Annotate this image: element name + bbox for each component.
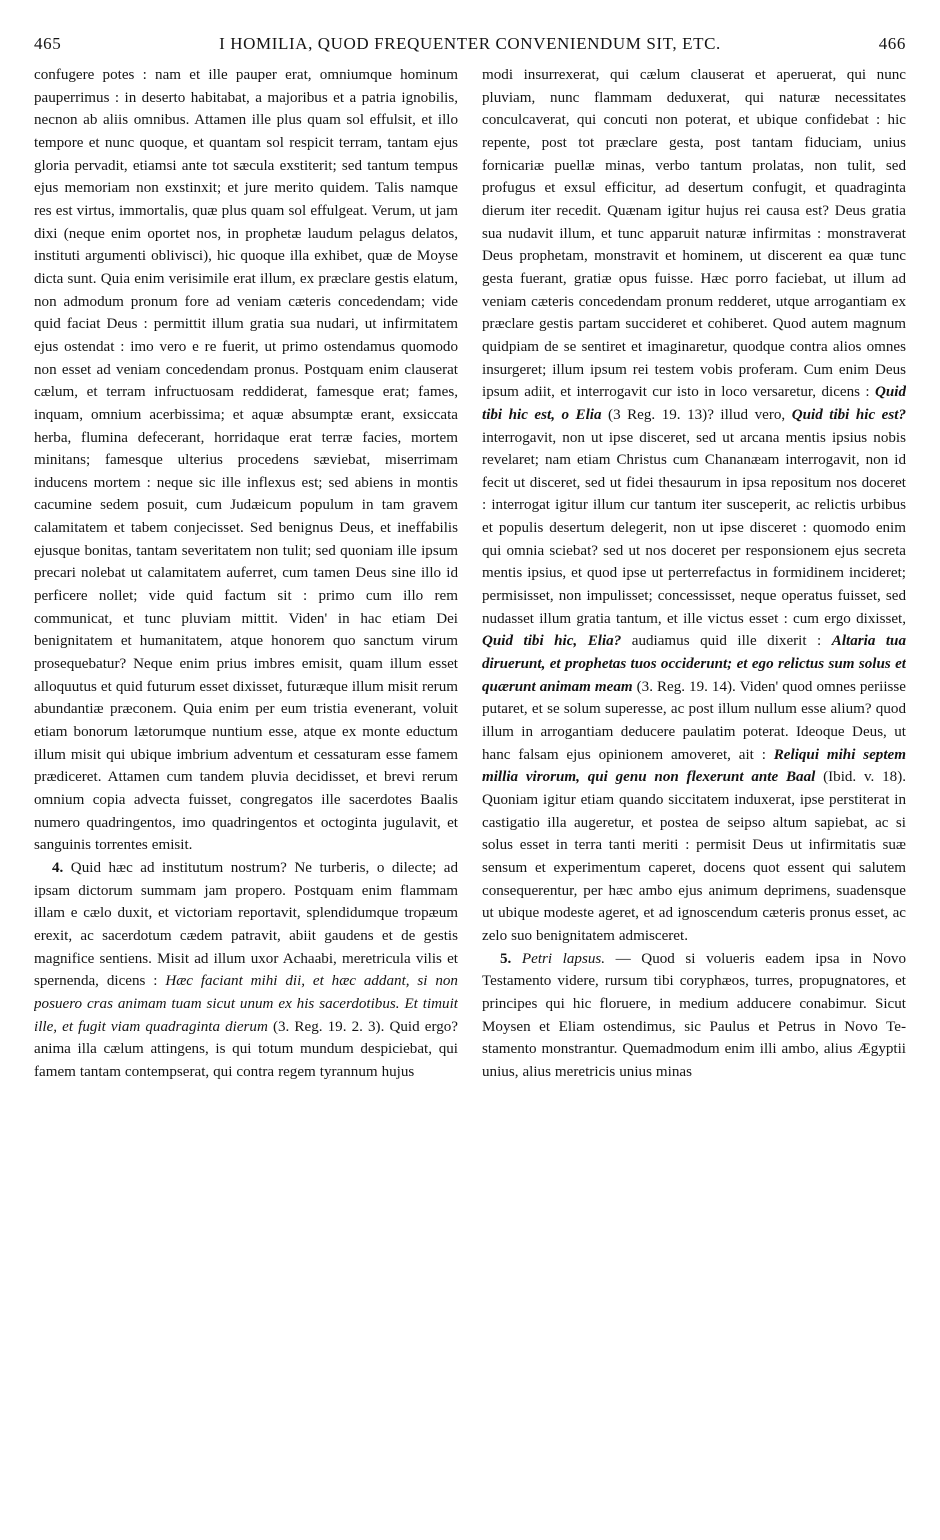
right-column <box>482 64 906 1524</box>
paragraph-text: — Quod si volueris eadem ipsa in Novo Testamento videre, rursum tibi coryphæos, turres, propugnatores, et principes qui hic floruere, in medium adducere conabimur. Sicut Moysen et Eliam ostendimus, sic Paulus et Petrus in Novo Testamento monstrantur. Quemadmodum enim illi ambo, alius Ægyptii unius, alius meretricis unius minas <box>482 950 906 1080</box>
scripture-quote: Quid tibi hic est? <box>791 406 906 423</box>
page-number-right: 466 <box>878 34 906 53</box>
paragraph-continued <box>34 64 458 857</box>
paragraph-4 <box>34 857 458 1084</box>
paragraph-5 <box>482 948 906 1084</box>
section-number: 4. <box>52 859 64 876</box>
paragraph-text: Quid ergo? anima illa cælum attingens, is qui totum mundum despiciebat, qui famem tantam contempserat, qui contra regem tyrannum hujus <box>34 1018 458 1080</box>
scripture-quote: Reliqui mihi septem millia virorum, qui genu non flexerunt ante Baal <box>482 746 906 786</box>
section-title: Petri lapsus. <box>521 950 606 967</box>
paragraph-text: Quoniam igitur etiam quando siccitatem induxerat, ipse perstiterat in castigatio illa augeretur, et postea de seipso altum sapiebat, ac si solus esset in terra tanti meriti : permisit Deus ut infirmitatis suæ sensum et experimentum caperet, docens quot essent qui salutem consequerentur, per hæc ambo ejus animum deprimens, suadensque ut ubique modeste ageret, et ad ignoscendum cæteris pronus esset, ac zelo suo benignitatem admisceret. <box>482 792 906 944</box>
section-number: 5. <box>500 950 512 967</box>
paragraph-text: modi insurrexerat, qui cælum clauserat et aperuerat, qui nunc pluviam, nunc flammam deduxerat, qui naturæ necessitates conculcaverat, qui concuti non poterat, et ubique confidebat : hic repente, post tot præclare gesta, post tantam fiduciam, unius fornicariæ puellæ minas, verbo tantum prolatas, non tulit, sed profugus et exsul efficitur, ad desertum confugit, et quadraginta dierum iter recedit. Quænam igitur hujus rei causa est? Deus gratia sua nudavit illum, et tunc apparuit naturæ infirmitas : monstraverat Deus prophetam, monstravit et hominem, ut discerent ea quæ tunc gesta fuerant, gratiæ opus fuisse. Hæc porro faciebat, ut illum ad veniam cæteris concedendam pronum redderet, utque arrogantiam ex præclare gestis partam succideret et cohiberet. Quod autem magnum quidpiam de se sentiret et imaginaretur, quodque contra alios omnes insurgeret; illum ipsum rei testem vobis proferam. Cum enim Deus ipsum adiit, et interrogavit cur isto in loco versaretur, dicens : <box>482 67 906 401</box>
scripture-quote: Altaria tua diruerunt, et prophetas tuos occiderunt; et ego relictus sum solus et quærunt animam meam <box>482 633 906 695</box>
paragraph-text: confugere potes : nam et ille pauper erat, omniumque hominum pauperrimus : in deserto habitabat, a majoribus et a patria ignobilis, necnon ab aliis omnibus. Attamen ille plus quam sol effulsit, et illo tempore et nunc quoque, et quantam sol respicit terram, tantam ejus gloria pervadit, etiamsi ante tot sæcula exstiterit; sed tantum tempus ejus memoriam non exstinxit; et jure merito quidem. Talis namque res est virtus, immortalis, quæ plus quam sol effulgeat. Verum, ut jam dixi (neque enim oportet nos, in prophetæ laudum pelagus delatos, instituti argumenti oblivisci), hic quoque illa exhibet, quæ de Moyse dicta sunt. Quia enim verisimile erat illum, ex præclare gestis elatum, non admodum pronum fore ad veniam cæteris concedendam; vide quid faciat Deus : permittit illum gratia sua nudari, ut infirmitatem ejus ostendat : imo vero e re fuerit, ut primo ostendamus quomodo non esset ad veniam concedendam pronus. Postquam enim clauserat cælum, et terram infructuosam reddiderat, famesque erat; fames, inquam, omnium acerbissima; et aquæ absumptæ erant, exsiccata herba, flumina defecerant, horridaque erat terræ facies, mortem minitans; famesque ulterius procedens sæviebat, miserrimam inducens mortem : neque sic ille inflexus est; sed abiens in montis cacumine sedem posuit, cum Judæicum populum in tam gravem calamitatem et tabem conjecisset. Sed benignus Deus, et ineffabilis ejusque bonitas, tantam severitatem non tulit; sed quoniam ille ipsum precari nolebat ut calamitatem auferret, cum tamen Deus sine illo id perficere nollet; vide quid factum sit : primo cum illo rem communicat, et tunc pluviam mittit. Viden' in hac etiam Dei benignitatem et humanitatem, atque honorem quo sanctum virum prosequebatur? Neque enim prius imbres emisit, quam illum esset alloquutus et quid futurum esset dixisset, futuræque illum misit rerum abundantiæ præconem. Quia enim per eum tristia evenerant, voluit etiam bonorum lætorumque nuntium esse, atque ex monte eductum illum misit qui ubique imbrium adventum et cessaturam esse famem prædiceret. Attamen cum tandem pluvia decidisset, et brevi rerum omnium copia advecta fuisset, congregatos ille sacerdotes Baalis numero quadringentos, imo quadringentos et octoginta jugulavit, et sanguinis torrentes emisit. <box>34 67 458 854</box>
page-number-left: 465 <box>34 34 62 53</box>
paragraph-continued <box>482 64 906 948</box>
scripture-reference: (3 Reg. 19. 13)? illud vero, <box>601 406 792 423</box>
paragraph-text: Viden' quod omnes periisse putaret, et se solum superesse, ac post illum nullum esse alium? quod illum in arrogantiam deducere paulatim poterat. Ideoque Deus, ut hanc falsam ejus opinionem amoveret, ait : <box>482 678 906 763</box>
scripture-quote: Hæc faciant mihi dii, et hæc addant, si non posuero cras animam tuam sicut unum ex his sacerdotibus. Et timuit ille, et fugit viam quadraginta dierum <box>34 973 458 1035</box>
left-column <box>34 64 458 1524</box>
paragraph-text: interrogavit, non ut ipse disceret, sed ut arcana mentis ipsius nobis revelaret; nam etiam Christus cum Chananæam interrogavit, non id fecit ut disceret, sed ut fidei thesaurum in ipsa repositum nos doceret : interrogat igitur illum cur tantum iter susceperit, ac relictis urbibus et populis desertum delegerit, non ut ipse disceret : quomodo enim qui omnia sciebat? sed ut nos doceret per responsionem ejus secreta mentis ipsius, et quod ipse ut perterrefactus in formidinem incideret; permisisset, non impulisset; concessisset, neque operatus fuisset, sed nudasset illum gratia tantum, et ille victus esset : cum ergo dixisset, <box>482 429 906 627</box>
paragraph-text: audiamus quid ille dixerit : <box>621 633 832 650</box>
scripture-reference: (Ibid. v. 18). <box>815 769 906 786</box>
scripture-quote: Quid tibi hic, Elia? <box>482 633 622 650</box>
scripture-quote: Quid tibi hic est, o Elia <box>482 384 906 423</box>
scripture-reference: (3. Reg. 19. 2. 3). <box>267 1018 385 1035</box>
page-header <box>34 28 906 58</box>
scripture-reference: (3. Reg. 19. 14). <box>632 678 736 695</box>
running-title: I HOMILIA, QUOD FREQUENTER CONVENIENDUM SIT, ETC. <box>219 34 721 53</box>
paragraph-text: Quid hæc ad institutum nostrum? Ne turberis, o dilecte; ad ipsam dictorum summam jam propero. Postquam enim flammam illam e cælo duxit, et victoriam reportavit, splendidumque tropæum erexit, ac sacerdotum cædem patravit, abiit gaudens et de gestis magnifice sentiens. Misit ad illum uxor Achaabi, meretricula vilis et spernenda, dicens : <box>34 859 458 990</box>
